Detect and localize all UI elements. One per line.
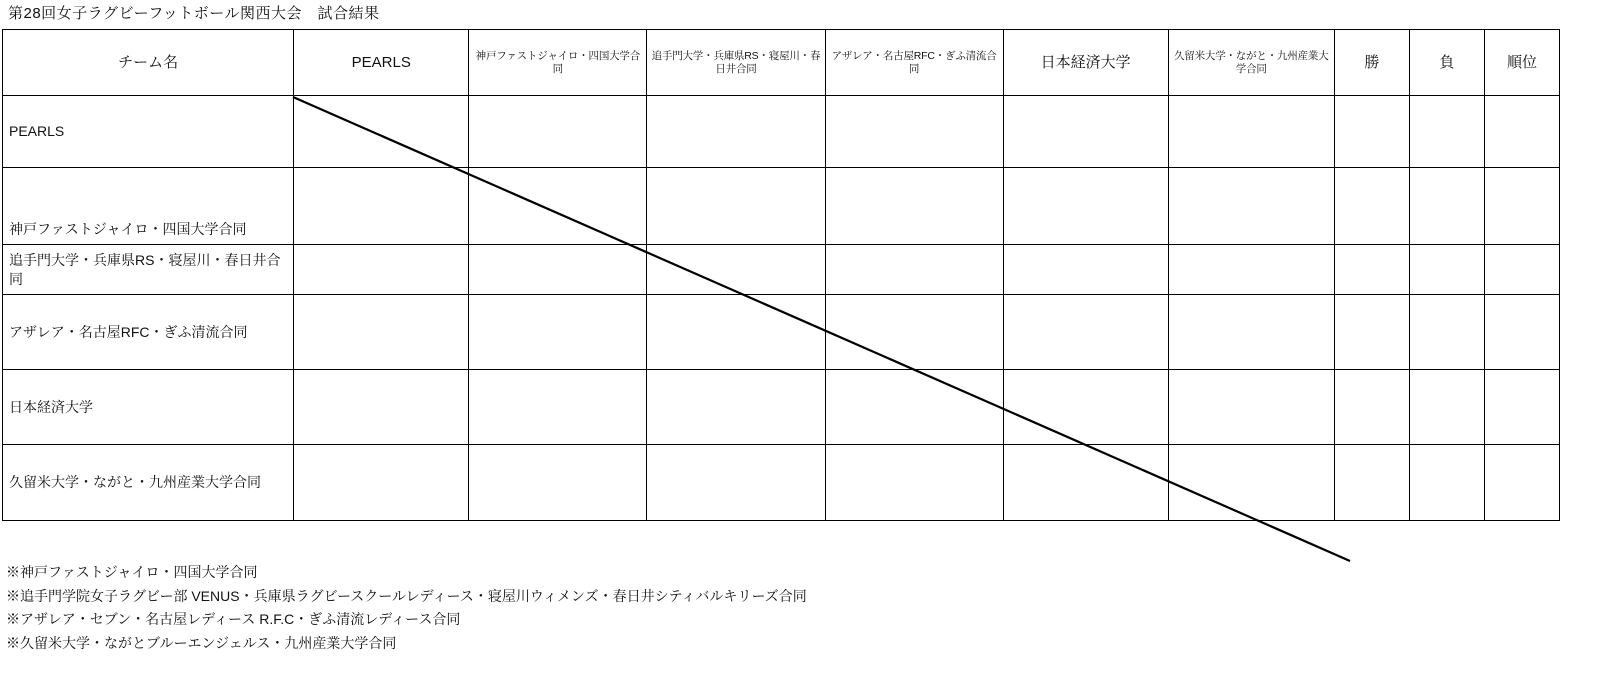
header-opponent-kurume: 久留米大学・ながと・九州産業大学合同 [1168, 30, 1334, 96]
header-opponent-azalea: アザレア・名古屋RFC・ぎふ清流合同 [825, 30, 1003, 96]
wins-cell[interactable] [1334, 96, 1409, 168]
row-label: 久留米大学・ながと・九州産業大学合同 [3, 445, 294, 521]
result-cell[interactable] [294, 168, 469, 245]
table-row [3, 168, 1560, 245]
result-cell[interactable] [1168, 370, 1334, 445]
footnote-item: ※アザレア・セブン・名古屋レディース R.F.C・ぎふ清流レディース合同 [6, 611, 461, 628]
result-cell[interactable] [1168, 168, 1334, 245]
page-title: 第28回女子ラグビーフットボール関西大会 試合結果 [8, 5, 380, 22]
rank-cell[interactable] [1484, 168, 1559, 245]
result-cell[interactable] [294, 445, 469, 521]
header-losses: 負 [1409, 30, 1484, 96]
losses-cell[interactable] [1409, 445, 1484, 521]
result-cell[interactable] [825, 168, 1003, 245]
footnote-item: ※神戸ファストジャイロ・四国大学合同 [6, 564, 258, 580]
header-wins: 勝 [1334, 30, 1409, 96]
result-cell[interactable] [469, 295, 647, 370]
result-cell[interactable] [469, 445, 647, 521]
rank-cell[interactable] [1484, 245, 1559, 295]
result-cell[interactable] [469, 245, 647, 295]
footnotes [6, 561, 807, 655]
result-cell[interactable] [647, 245, 825, 295]
footnote-item: ※追手門学院女子ラグビー部 VENUS・兵庫県ラグビースクールレディース・寝屋川ウィメンズ・春日井シティバルキリーズ合同 [6, 587, 807, 604]
result-cell[interactable] [1168, 295, 1334, 370]
result-cell[interactable] [647, 370, 825, 445]
header-rank: 順位 [1484, 30, 1559, 96]
result-cell[interactable] [294, 245, 469, 295]
losses-cell[interactable] [1409, 295, 1484, 370]
header-opponent-kobe: 神戸ファストジャイロ・四国大学合同 [469, 30, 647, 96]
losses-cell[interactable] [1409, 245, 1484, 295]
results-matrix-table [2, 29, 1560, 521]
table-row [3, 370, 1560, 445]
wins-cell[interactable] [1334, 295, 1409, 370]
result-cell[interactable] [294, 370, 469, 445]
losses-cell[interactable] [1409, 370, 1484, 445]
row-label: アザレア・名古屋RFC・ぎふ清流合同 [3, 295, 294, 370]
result-cell[interactable] [1168, 445, 1334, 521]
result-cell[interactable] [825, 295, 1003, 370]
result-cell[interactable] [469, 168, 647, 245]
header-opponent-nihonkeizai: 日本経済大学 [1003, 30, 1168, 96]
row-label: 神戸ファストジャイロ・四国大学合同 [3, 168, 294, 245]
wins-cell[interactable] [1334, 168, 1409, 245]
wins-cell[interactable] [1334, 245, 1409, 295]
result-cell[interactable] [1168, 96, 1334, 168]
rank-cell[interactable] [1484, 445, 1559, 521]
result-cell[interactable] [647, 168, 825, 245]
result-cell[interactable] [647, 445, 825, 521]
result-cell[interactable] [1003, 168, 1168, 245]
table-row [3, 245, 1560, 295]
footnote-item: ※久留米大学・ながとブルーエンジェルス・九州産業大学合同 [6, 634, 397, 651]
result-cell[interactable] [1003, 445, 1168, 521]
result-cell[interactable] [825, 96, 1003, 168]
result-cell[interactable] [1003, 96, 1168, 168]
results-matrix-container [2, 29, 1562, 521]
result-cell[interactable] [469, 96, 647, 168]
result-cell[interactable] [825, 445, 1003, 521]
wins-cell[interactable] [1334, 445, 1409, 521]
row-label: PEARLS [3, 96, 294, 168]
rank-cell[interactable] [1484, 96, 1559, 168]
rank-cell[interactable] [1484, 370, 1559, 445]
row-label: 日本経済大学 [3, 370, 294, 445]
table-row [3, 445, 1560, 521]
losses-cell[interactable] [1409, 96, 1484, 168]
result-cell[interactable] [294, 295, 469, 370]
result-cell[interactable] [1003, 245, 1168, 295]
result-cell[interactable] [647, 295, 825, 370]
header-opponent-pearls: PEARLS [294, 30, 469, 96]
table-row [3, 96, 1560, 168]
result-cell[interactable] [825, 245, 1003, 295]
row-label: 追手門大学・兵庫県RS・寝屋川・春日井合同 [3, 245, 294, 295]
wins-cell[interactable] [1334, 370, 1409, 445]
result-cell[interactable] [469, 370, 647, 445]
result-cell[interactable] [825, 370, 1003, 445]
header-opponent-otemon: 追手門大学・兵庫県RS・寝屋川・春日井合同 [647, 30, 825, 96]
result-cell[interactable] [647, 96, 825, 168]
result-cell[interactable] [1003, 370, 1168, 445]
table-row [3, 295, 1560, 370]
result-cell[interactable] [1003, 295, 1168, 370]
result-cell[interactable] [1168, 245, 1334, 295]
losses-cell[interactable] [1409, 168, 1484, 245]
table-header-row [3, 30, 1560, 96]
result-cell[interactable] [294, 96, 469, 168]
rank-cell[interactable] [1484, 295, 1559, 370]
header-team-name: チーム名 [3, 30, 294, 96]
